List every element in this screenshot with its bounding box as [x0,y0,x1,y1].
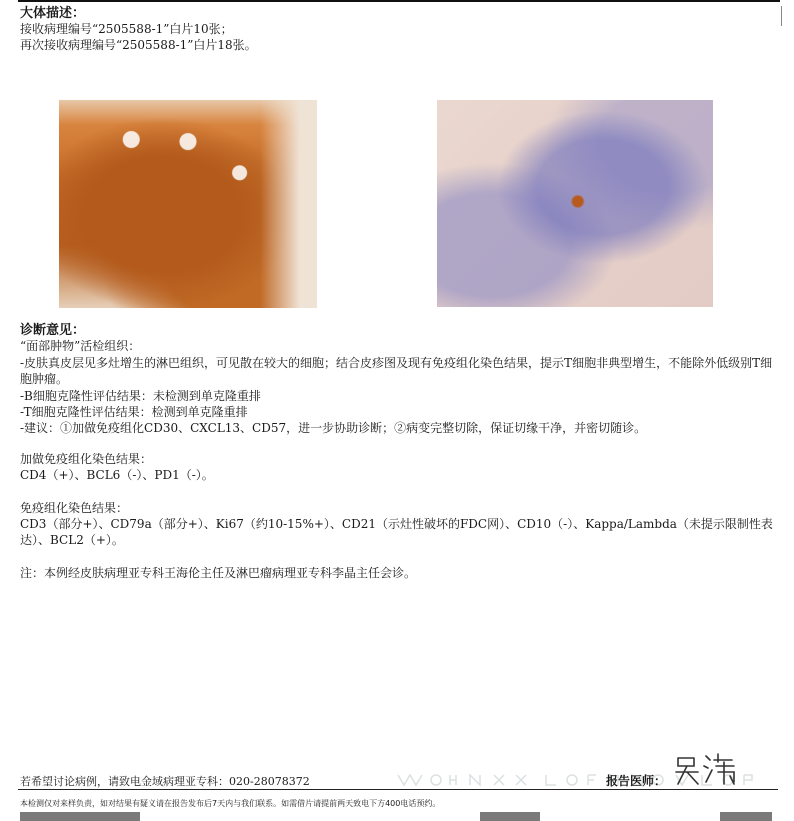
diagnosis-specimen: “面部肿物”活检组织： [20,339,141,353]
additional-ihc-result: CD4（+）、BCL6（-）、PD1（-）。 [20,468,214,482]
histology-image-ihc [437,100,713,307]
gross-line-1: 接收病理编号“2505588-1”白片10张； [20,22,233,36]
cropped-footer-text-mid [480,812,540,821]
disclaimer: 本检测仅对来样负责，如对结果有疑义请在报告发布后7天内与我们联系。如需借片请提前两天致电下方400电话预约。 [20,799,441,808]
additional-ihc-title: 加做免疫组化染色结果： [20,452,153,466]
footer-divider [18,789,778,790]
consult-note: 注：本例经皮肤病理亚专科王海伦主任及淋巴瘤病理亚专科李晶主任会诊。 [20,566,417,580]
gross-title: 大体描述： [20,6,86,21]
ihc-result: CD3（部分+）、CD79a（部分+）、Ki67（约10-15%+）、CD21（示灶性破坏的FDC网）、CD10（-）、Kappa/Lambda（未提示限制性表达）、BCL2（+）。 [20,517,773,547]
top-border [18,0,780,2]
cropped-footer-logo [720,812,772,821]
report-doctor-label: 报告医师： [606,774,667,788]
diagnosis-b-clonality: -B细胞克隆性评估结果：未检测到单克隆重排 [20,389,261,403]
doctor-signature [672,748,752,788]
diagnosis-suggestion: -建议：①加做免疫组化CD30、CXCL13、CD57，进一步协助诊断；②病变完整切除，保证切缘干净，并密切随诊。 [20,421,647,435]
contact-line: 若希望讨论病例，请致电金域病理亚专科：020-28078372 [20,775,310,788]
histology-image-low-power [59,100,317,308]
diagnosis-t-clonality: -T细胞克隆性评估结果：检测到单克隆重排 [20,405,248,419]
ihc-title: 免疫组化染色结果： [20,501,129,515]
gross-line-2: 再次接收病理编号“2505588-1”白片18张。 [20,38,257,52]
cropped-footer-text-left [20,812,140,821]
diagnosis-title: 诊断意见： [20,323,86,338]
diagnosis-finding: -皮肤真皮层见多灶增生的淋巴组织，可见散在较大的细胞；结合皮疹图及现有免疫组化染色结果，提示T细胞非典型增生，不能除外低级别T细胞肿瘤。 [20,356,773,386]
right-margin-mark [781,6,782,26]
